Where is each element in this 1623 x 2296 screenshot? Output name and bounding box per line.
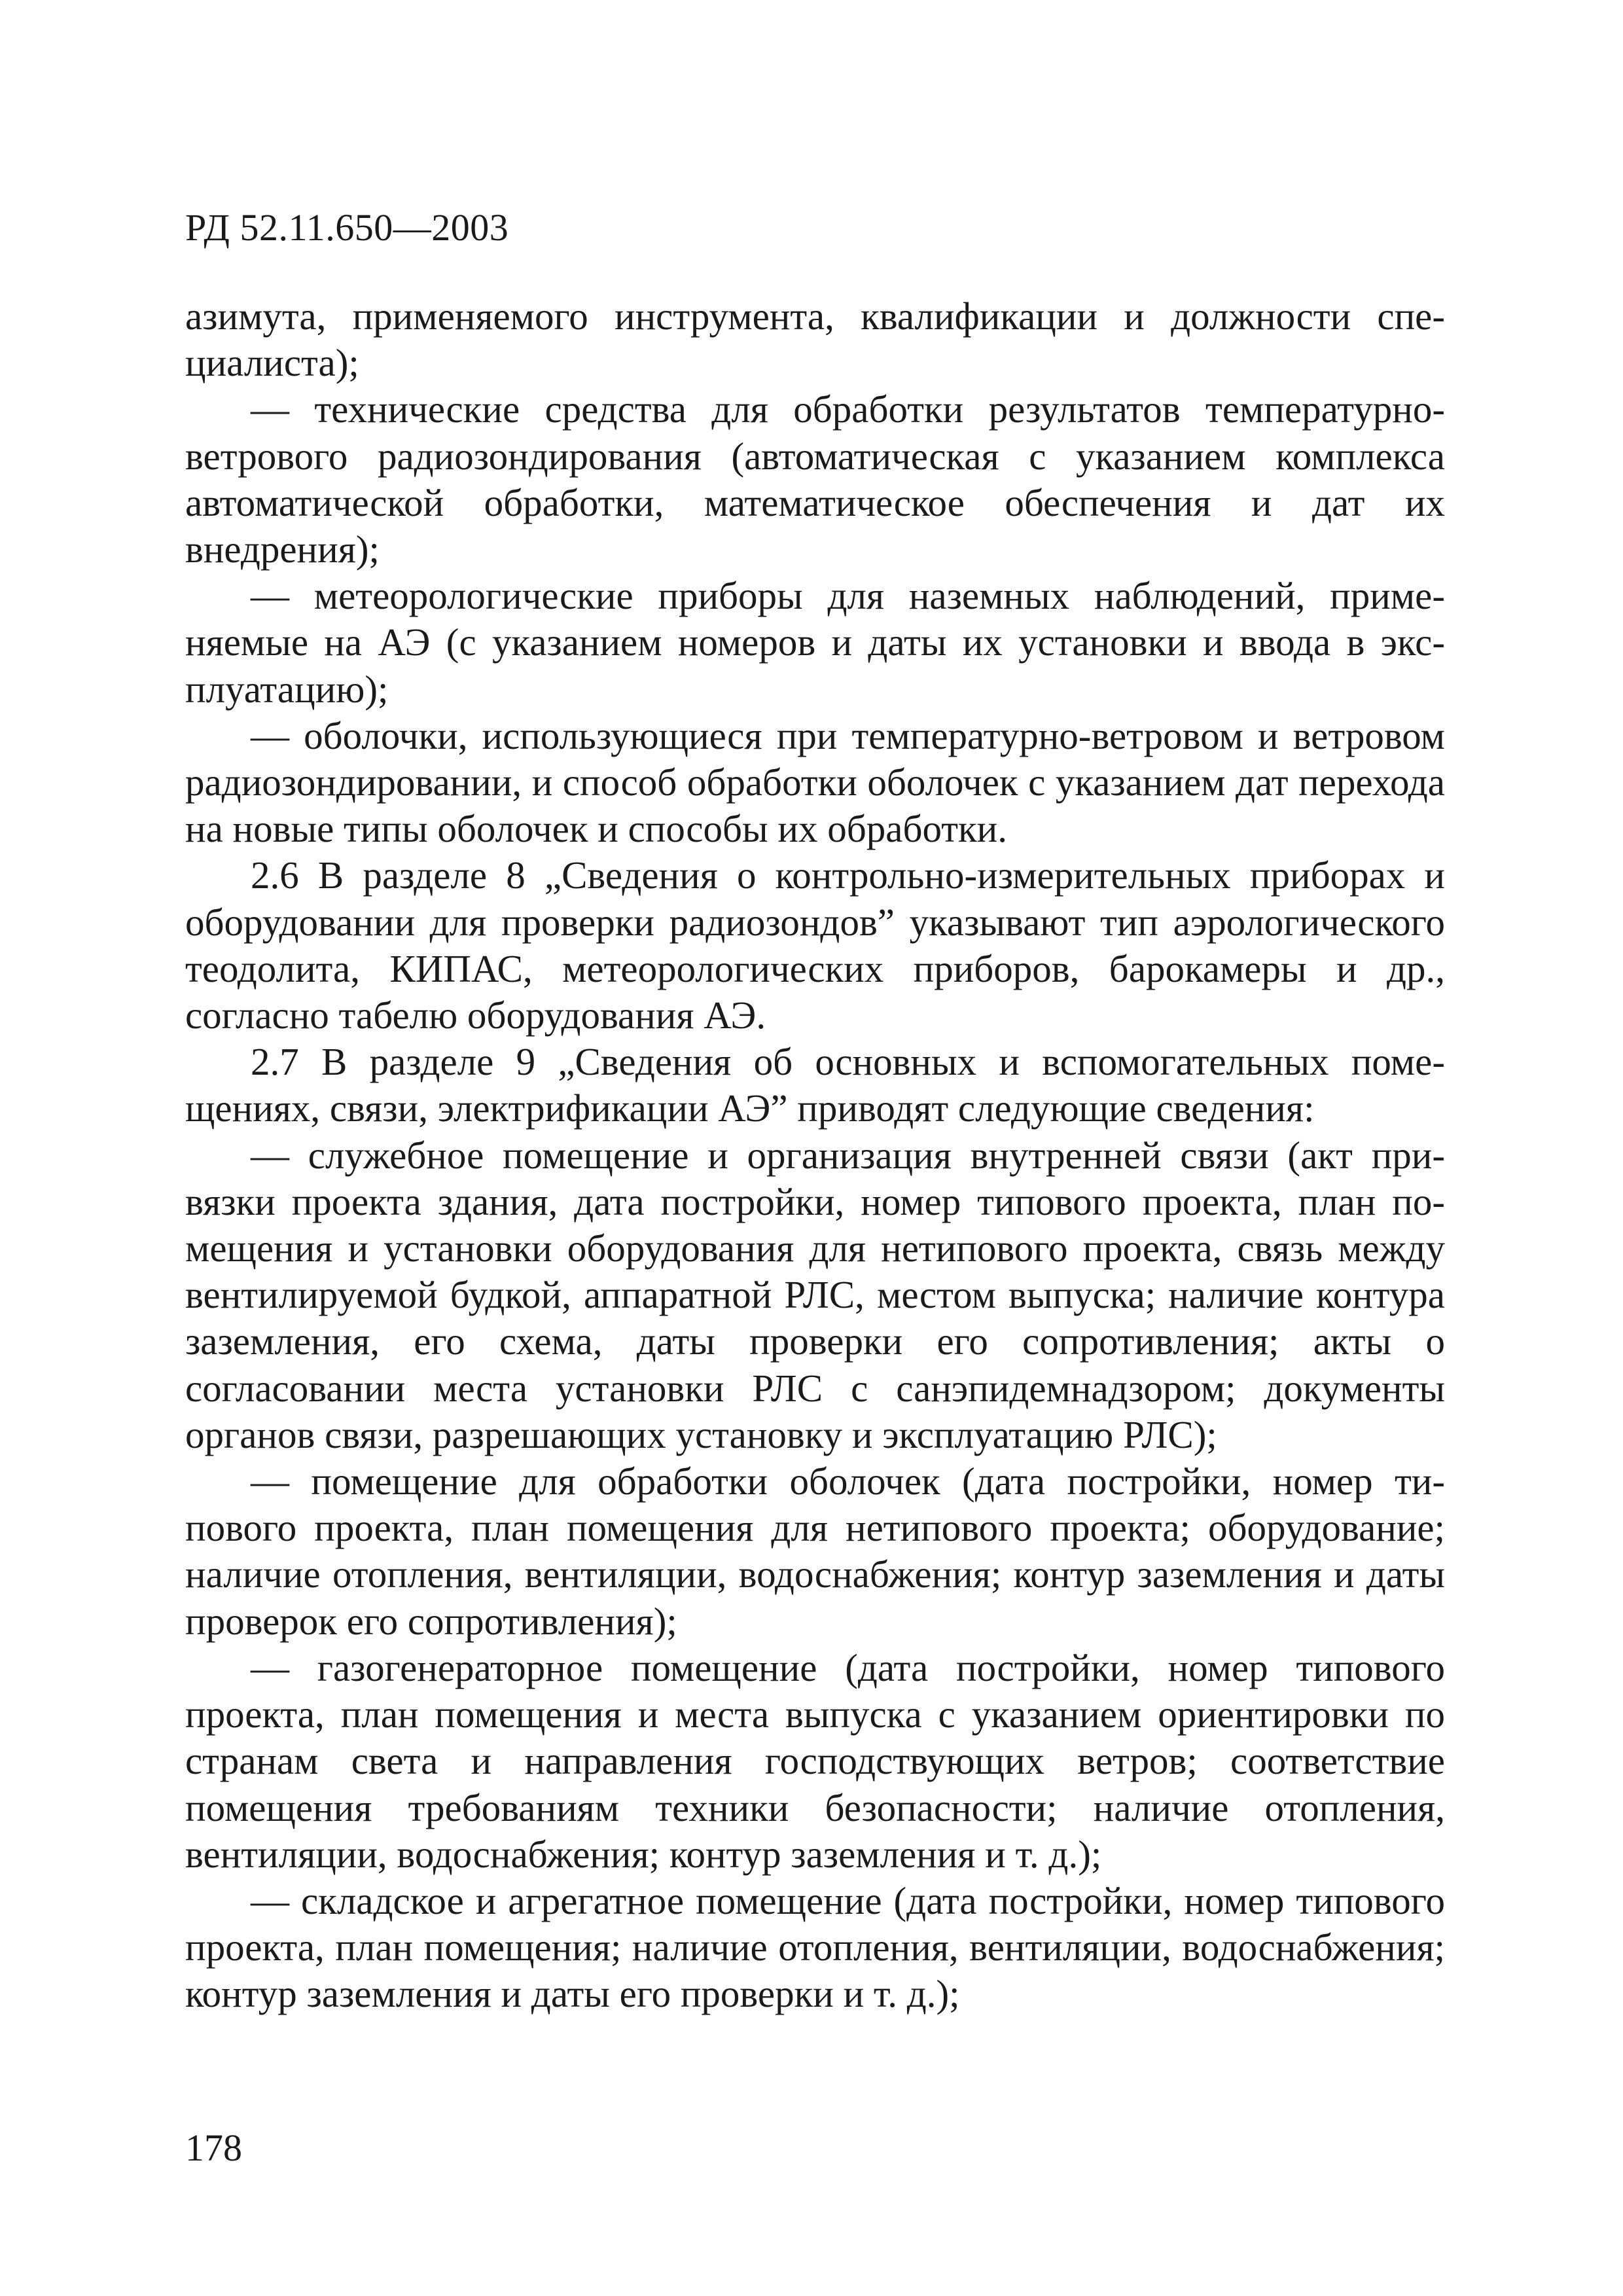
- paragraph-meteorological-instruments: — метеорологические приборы для наземных наблюдений, применяемые на АЭ (с указанием номеров и даты их установки и ввода в эксплуатацию);: [185, 574, 1445, 711]
- paragraph-balloons: — оболочки, использующиеся при температурно-ветровом и ветровом радиозондировании, и способ обработки оболочек с указанием дат перехода на новые типы оболочек и способы их обработки.: [185, 713, 1445, 851]
- paragraph-section-2-6: 2.6 В разделе 8 „Сведения о контрольно-измерительных приборах и оборудовании для проверки радиозондов” указывают тип аэрологического теодолита, КИПАС, метеорологических приборов, барокамеры и др., согласно табелю оборудования АЭ.: [185, 853, 1445, 1037]
- paragraph-service-room: — служебное помещение и организация внутренней связи (акт привязки проекта здания, дата постройки, номер типового проекта, план помещения и установки оборудования для нетипового проекта, связь между вентилируемой будкой, аппаратной РЛС, местом выпуска; наличие контура заземления, его схема, даты проверки его сопротивления; акты о согласовании места установки РЛС с санэпидемнадзором; документы органов связи, разрешающих установку и эксплуатацию РЛС);: [185, 1133, 1445, 1456]
- paragraph-storage-room: — складское и агрегатное помещение (дата постройки, номер типового проекта, план помещения; наличие отопления, вентиляции, водоснабжения; контур заземления и даты его проверки и т. д.);: [185, 1878, 1445, 2016]
- paragraph-technical-means: — технические средства для обработки результатов температурно-ветрового радиозондирования (автоматическая с указанием комплекса автоматической обработки, математическое обеспечения и дат их внедрения);: [185, 387, 1445, 571]
- paragraph-balloon-processing-room: — помещение для обработки оболочек (дата постройки, номер типового проекта, план помещения для нетипового проекта; оборудование; наличие отопления, вентиляции, водоснабжения; контур заземления и даты проверок его сопротивления);: [185, 1460, 1445, 1643]
- paragraph-section-2-7: 2.7 В разделе 9 „Сведения об основных и вспомогательных помещениях, связи, электрификации АЭ” приводят следующие сведения:: [185, 1040, 1445, 1130]
- body-text: [185, 293, 1445, 2018]
- document-code-header: РД 52.11.650—2003: [185, 206, 509, 249]
- paragraph-azimuth-continuation: азимута, применяемого инструмента, квалификации и должности специалиста);: [185, 295, 1445, 385]
- page-number: 178: [185, 2126, 242, 2169]
- paragraph-gas-generator-room: — газогенераторное помещение (дата постройки, номер типового проекта, план помещения и места выпуска с указанием ориентировки по странам света и направления господствующих ветров; соответствие помещения требованиям техники безопасности; наличие отопления, вентиляции, водоснабжения; контур заземления и т. д.);: [185, 1645, 1445, 1876]
